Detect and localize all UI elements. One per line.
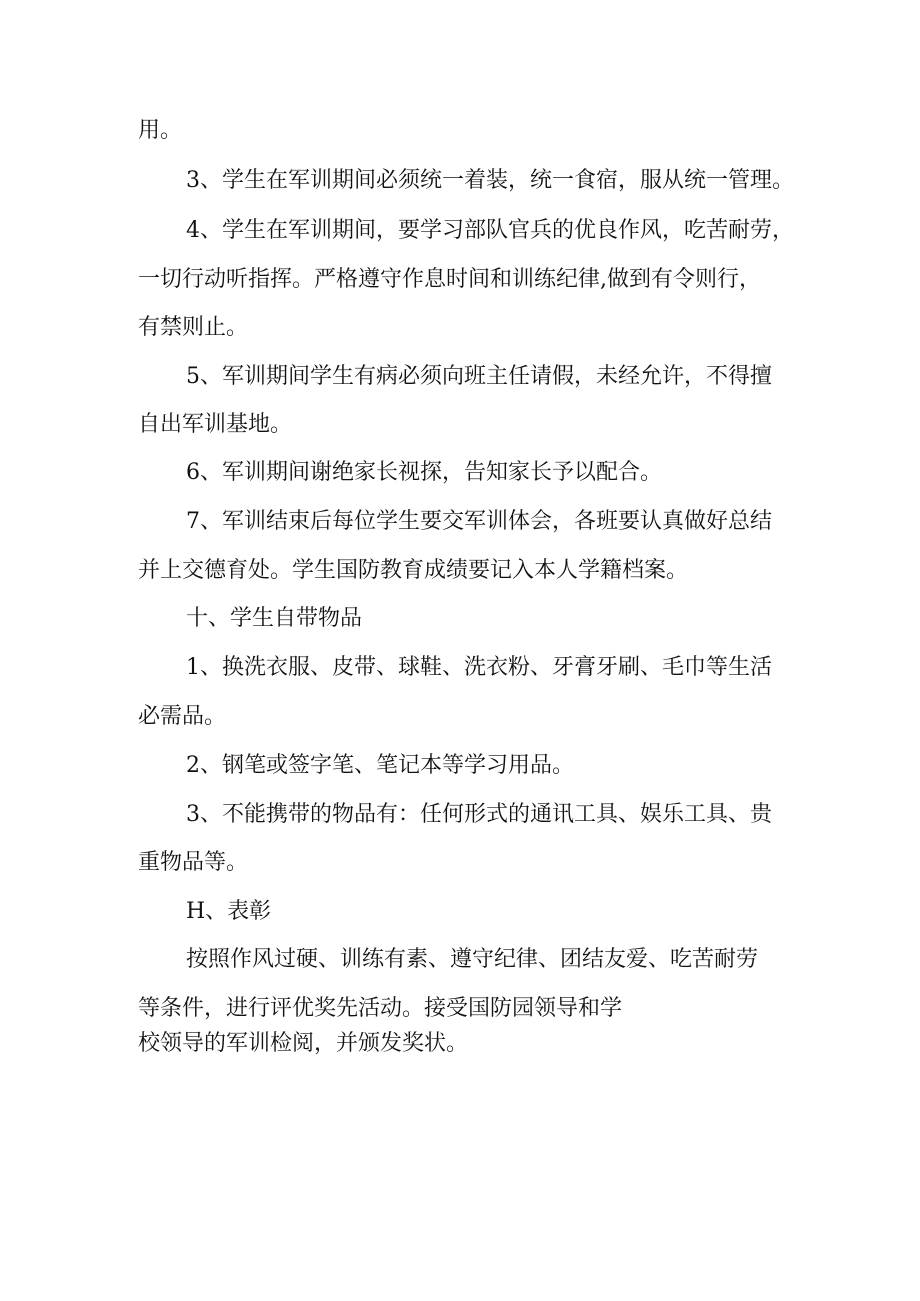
text-line: 等条件，进行评优奖先活动。接受国防园领导和学 xyxy=(138,996,623,1021)
section-heading: 十、学生自带物品 xyxy=(186,606,363,631)
text-line: 3、不能携带的物品有：任何形式的通讯工具、娱乐工具、贵 xyxy=(186,802,772,827)
text-line: 4、学生在军训期间，要学习部队官兵的优良作风，吃苦耐劳， xyxy=(186,218,794,243)
text-line: 校领导的军训检阅，并颁发奖状。 xyxy=(138,1031,469,1056)
text-line: 用。 xyxy=(138,118,183,143)
text-line: 1、换洗衣服、皮带、球鞋、洗衣粉、牙膏牙刷、毛巾等生活 xyxy=(186,655,772,680)
text-line: 自出军训基地。 xyxy=(138,412,293,437)
text-line: 并上交德育处。学生国防教育成绩要记入本人学籍档案。 xyxy=(138,558,689,583)
text-line: 有禁则止。 xyxy=(138,315,249,340)
text-line: 按照作风过硬、训练有素、遵守纪律、团结友爱、吃苦耐劳 xyxy=(186,947,759,972)
text-line: 5、军训期间学生有病必须向班主任请假，未经允许，不得擅 xyxy=(186,364,772,389)
text-line: 7、军训结束后每位学生要交军训体会，各班要认真做好总结 xyxy=(186,509,772,534)
text-line: 必需品。 xyxy=(138,704,227,729)
section-heading: H、表彰 xyxy=(186,899,272,924)
text-line: 重物品等。 xyxy=(138,850,249,875)
text-line: 6、军训期间谢绝家长视探，告知家长予以配合。 xyxy=(186,460,662,485)
text-line: 3、学生在军训期间必须统一着装，统一食宿，服从统一管理。 xyxy=(186,168,794,193)
text-line: 2、钢笔或签字笔、笔记本等学习用品。 xyxy=(186,753,574,778)
text-line: 一切行动听指挥。严格遵守作息时间和训练纪律,做到有令则行， xyxy=(138,267,761,292)
